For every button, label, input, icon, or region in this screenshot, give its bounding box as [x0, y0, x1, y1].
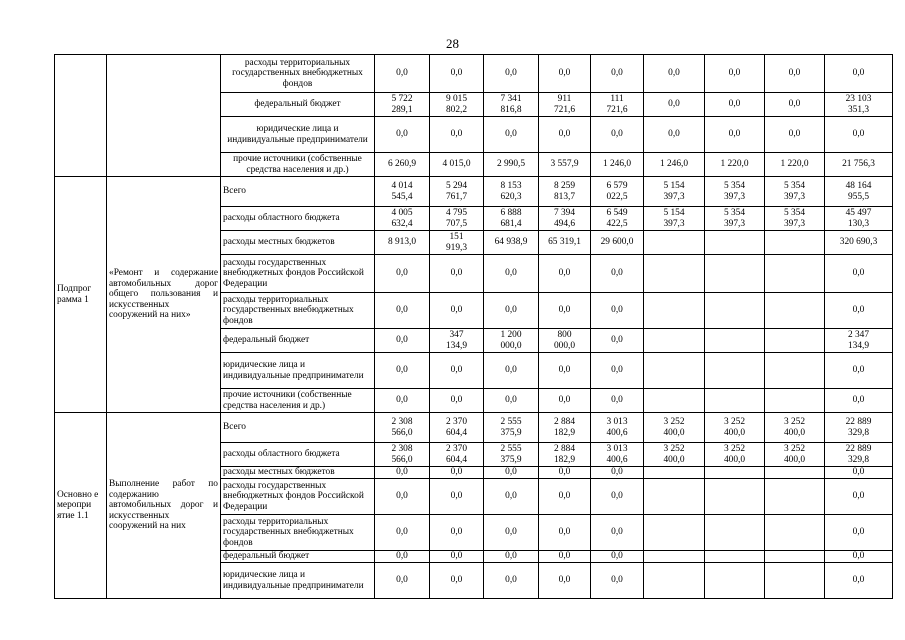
value-cell: 0,0: [539, 479, 591, 515]
value-cell: 0,0: [375, 467, 430, 479]
value-cell: 320 690,3: [825, 231, 893, 255]
value-cell: 0,0: [591, 515, 644, 551]
value-cell: [705, 255, 765, 293]
value-cell: 0,0: [430, 117, 484, 153]
value-cell: 0,0: [825, 515, 893, 551]
value-cell: 5 154 397,3: [644, 177, 705, 207]
value-cell: 6 888 681,4: [484, 207, 539, 231]
value-cell: 5 354 397,3: [765, 207, 825, 231]
funding-source-cell: расходы местных бюджетов: [221, 467, 375, 479]
value-cell: 0,0: [375, 55, 430, 93]
value-cell: 0,0: [539, 467, 591, 479]
value-cell: 1 220,0: [705, 153, 765, 177]
value-cell: [705, 231, 765, 255]
value-cell: [705, 293, 765, 329]
funding-source-cell: расходы территориальных государственных внебюджетных фондов: [221, 515, 375, 551]
value-cell: [705, 353, 765, 389]
value-cell: 0,0: [644, 117, 705, 153]
value-cell: 2 308 566,0: [375, 413, 430, 443]
value-cell: 7 394 494,6: [539, 207, 591, 231]
funding-source-cell: юридические лица и индивидуальные предприниматели: [221, 353, 375, 389]
value-cell: 0,0: [591, 117, 644, 153]
value-cell: 3 252 400,0: [644, 413, 705, 443]
value-cell: 0,0: [539, 117, 591, 153]
value-cell: 3 252 400,0: [644, 443, 705, 467]
value-cell: 0,0: [825, 479, 893, 515]
value-cell: 911 721,6: [539, 93, 591, 117]
value-cell: 22 889 329,8: [825, 443, 893, 467]
value-cell: [765, 329, 825, 353]
value-cell: [765, 389, 825, 413]
value-cell: 4 015,0: [430, 153, 484, 177]
value-cell: 0,0: [591, 389, 644, 413]
value-cell: 0,0: [539, 515, 591, 551]
value-cell: [644, 329, 705, 353]
value-cell: 3 252 400,0: [705, 443, 765, 467]
value-cell: 0,0: [430, 479, 484, 515]
value-cell: [644, 467, 705, 479]
value-cell: [765, 479, 825, 515]
value-cell: 0,0: [484, 255, 539, 293]
value-cell: 0,0: [825, 293, 893, 329]
value-cell: 0,0: [825, 117, 893, 153]
value-cell: 5 354 397,3: [705, 207, 765, 231]
table-row: [55, 55, 893, 93]
value-cell: 0,0: [484, 515, 539, 551]
value-cell: 3 013 400,6: [591, 443, 644, 467]
value-cell: 0,0: [825, 55, 893, 93]
value-cell: 1 246,0: [591, 153, 644, 177]
value-cell: 4 014 545,4: [375, 177, 430, 207]
value-cell: [765, 353, 825, 389]
funding-source-cell: Всего: [221, 177, 375, 207]
value-cell: 0,0: [484, 117, 539, 153]
value-cell: 347 134,9: [430, 329, 484, 353]
value-cell: 1 200 000,0: [484, 329, 539, 353]
value-cell: [644, 231, 705, 255]
value-cell: 0,0: [539, 353, 591, 389]
funding-source-cell: федеральный бюджет: [221, 329, 375, 353]
value-cell: 0,0: [484, 551, 539, 563]
value-cell: 0,0: [430, 293, 484, 329]
funding-source-cell: юридические лица и индивидуальные предприниматели: [221, 117, 375, 153]
value-cell: 2 884 182,9: [539, 413, 591, 443]
value-cell: [644, 551, 705, 563]
value-cell: 2 370 604,4: [430, 443, 484, 467]
value-cell: 0,0: [539, 389, 591, 413]
value-cell: 111 721,6: [591, 93, 644, 117]
funding-source-cell: расходы государственных внебюджетных фондов Российской Федерации: [221, 479, 375, 515]
value-cell: 5 354 397,3: [705, 177, 765, 207]
value-cell: 800 000,0: [539, 329, 591, 353]
value-cell: 6 549 422,5: [591, 207, 644, 231]
value-cell: 2 555 375,9: [484, 413, 539, 443]
value-cell: 6 260,9: [375, 153, 430, 177]
page-number: 28: [446, 36, 459, 51]
table-row: [55, 413, 893, 443]
value-cell: 0,0: [375, 329, 430, 353]
value-cell: 0,0: [825, 389, 893, 413]
value-cell: 0,0: [644, 93, 705, 117]
value-cell: 0,0: [825, 353, 893, 389]
value-cell: 4 795 707,5: [430, 207, 484, 231]
value-cell: 0,0: [484, 479, 539, 515]
value-cell: 3 557,9: [539, 153, 591, 177]
value-cell: 0,0: [484, 467, 539, 479]
value-cell: 8 153 620,3: [484, 177, 539, 207]
value-cell: 2 555 375,9: [484, 443, 539, 467]
value-cell: 0,0: [644, 55, 705, 93]
value-cell: 0,0: [825, 563, 893, 599]
value-cell: 0,0: [375, 117, 430, 153]
value-cell: 0,0: [539, 551, 591, 563]
funding-source-cell: прочие источники (собственные средства населения и др.): [221, 389, 375, 413]
value-cell: 0,0: [591, 467, 644, 479]
program-name-cell: «Ремонт и содержание автомобильных дорог общего пользования и искусственных сооружений на них»: [107, 177, 221, 413]
value-cell: 0,0: [484, 389, 539, 413]
value-cell: 0,0: [375, 563, 430, 599]
value-cell: [705, 563, 765, 599]
value-cell: 3 252 400,0: [705, 413, 765, 443]
program-name-cell: Выполнение работ по содержанию автомобильных дорог и искусственных сооружений на них: [107, 413, 221, 599]
value-cell: 2 370 604,4: [430, 413, 484, 443]
value-cell: [705, 389, 765, 413]
value-cell: 0,0: [539, 293, 591, 329]
value-cell: 0,0: [375, 551, 430, 563]
value-cell: 7 341 816,8: [484, 93, 539, 117]
value-cell: 0,0: [430, 389, 484, 413]
value-cell: 9 015 802,2: [430, 93, 484, 117]
value-cell: 65 319,1: [539, 231, 591, 255]
value-cell: 0,0: [591, 563, 644, 599]
value-cell: 45 497 130,3: [825, 207, 893, 231]
value-cell: 8 913,0: [375, 231, 430, 255]
value-cell: [644, 353, 705, 389]
value-cell: [644, 479, 705, 515]
value-cell: 0,0: [765, 117, 825, 153]
value-cell: 0,0: [375, 389, 430, 413]
value-cell: [765, 293, 825, 329]
value-cell: 3 252 400,0: [765, 413, 825, 443]
value-cell: 48 164 955,5: [825, 177, 893, 207]
value-cell: [765, 467, 825, 479]
value-cell: 4 005 632,4: [375, 207, 430, 231]
value-cell: 0,0: [484, 353, 539, 389]
value-cell: [705, 479, 765, 515]
value-cell: 0,0: [375, 293, 430, 329]
value-cell: 0,0: [430, 551, 484, 563]
funding-source-cell: расходы территориальных государственных внебюджетных фондов: [221, 293, 375, 329]
value-cell: 2 990,5: [484, 153, 539, 177]
funding-source-cell: федеральный бюджет: [221, 551, 375, 563]
value-cell: 0,0: [375, 353, 430, 389]
value-cell: 0,0: [430, 563, 484, 599]
value-cell: 2 308 566,0: [375, 443, 430, 467]
value-cell: [765, 563, 825, 599]
value-cell: 0,0: [430, 467, 484, 479]
value-cell: 0,0: [591, 479, 644, 515]
value-cell: [644, 563, 705, 599]
value-cell: [705, 515, 765, 551]
value-cell: 0,0: [591, 55, 644, 93]
value-cell: [765, 551, 825, 563]
value-cell: 1 246,0: [644, 153, 705, 177]
value-cell: 1 220,0: [765, 153, 825, 177]
value-cell: [765, 255, 825, 293]
value-cell: 0,0: [375, 479, 430, 515]
value-cell: 0,0: [430, 515, 484, 551]
value-cell: [705, 467, 765, 479]
funding-source-cell: Всего: [221, 413, 375, 443]
value-cell: 0,0: [705, 93, 765, 117]
value-cell: [644, 515, 705, 551]
funding-source-cell: расходы областного бюджета: [221, 207, 375, 231]
table-row: [55, 177, 893, 207]
value-cell: 0,0: [430, 255, 484, 293]
program-code-cell: [55, 55, 107, 177]
value-cell: 0,0: [591, 255, 644, 293]
value-cell: [765, 515, 825, 551]
funding-source-cell: федеральный бюджет: [221, 93, 375, 117]
value-cell: 29 600,0: [591, 231, 644, 255]
value-cell: 5 722 289,1: [375, 93, 430, 117]
value-cell: 0,0: [825, 551, 893, 563]
value-cell: 0,0: [591, 293, 644, 329]
value-cell: 0,0: [539, 563, 591, 599]
value-cell: 2 884 182,9: [539, 443, 591, 467]
value-cell: 0,0: [591, 329, 644, 353]
value-cell: 0,0: [825, 255, 893, 293]
value-cell: 3 013 400,6: [591, 413, 644, 443]
funding-source-cell: расходы территориальных государственных внебюджетных фондов: [221, 55, 375, 93]
value-cell: [705, 551, 765, 563]
value-cell: 0,0: [484, 563, 539, 599]
value-cell: [765, 231, 825, 255]
value-cell: 0,0: [765, 93, 825, 117]
value-cell: 0,0: [484, 55, 539, 93]
funding-source-cell: прочие источники (собственные средства населения и др.): [221, 153, 375, 177]
value-cell: 0,0: [539, 55, 591, 93]
value-cell: 0,0: [591, 353, 644, 389]
value-cell: 5 294 761,7: [430, 177, 484, 207]
value-cell: 0,0: [430, 55, 484, 93]
program-code-cell: Основно е меропри ятие 1.1: [55, 413, 107, 599]
funding-source-cell: юридические лица и индивидуальные предприниматели: [221, 563, 375, 599]
value-cell: 2 347 134,9: [825, 329, 893, 353]
value-cell: 0,0: [484, 293, 539, 329]
value-cell: 0,0: [825, 467, 893, 479]
value-cell: 0,0: [539, 255, 591, 293]
value-cell: 6 579 022,5: [591, 177, 644, 207]
funding-source-cell: расходы местных бюджетов: [221, 231, 375, 255]
value-cell: [705, 329, 765, 353]
program-code-cell: Подпрог рамма 1: [55, 177, 107, 413]
funding-source-cell: расходы государственных внебюджетных фондов Российской Федерации: [221, 255, 375, 293]
value-cell: 0,0: [430, 353, 484, 389]
program-name-cell: [107, 55, 221, 177]
value-cell: 8 259 813,7: [539, 177, 591, 207]
value-cell: 151 919,3: [430, 231, 484, 255]
value-cell: 5 354 397,3: [765, 177, 825, 207]
value-cell: [644, 255, 705, 293]
value-cell: [644, 293, 705, 329]
value-cell: 0,0: [705, 117, 765, 153]
value-cell: 5 154 397,3: [644, 207, 705, 231]
value-cell: 3 252 400,0: [765, 443, 825, 467]
value-cell: 22 889 329,8: [825, 413, 893, 443]
value-cell: 64 938,9: [484, 231, 539, 255]
funding-source-cell: расходы областного бюджета: [221, 443, 375, 467]
value-cell: 0,0: [591, 551, 644, 563]
financing-table: [54, 54, 893, 599]
value-cell: 21 756,3: [825, 153, 893, 177]
value-cell: [644, 389, 705, 413]
value-cell: 0,0: [765, 55, 825, 93]
value-cell: 23 103 351,3: [825, 93, 893, 117]
value-cell: 0,0: [375, 515, 430, 551]
value-cell: 0,0: [375, 255, 430, 293]
value-cell: 0,0: [705, 55, 765, 93]
